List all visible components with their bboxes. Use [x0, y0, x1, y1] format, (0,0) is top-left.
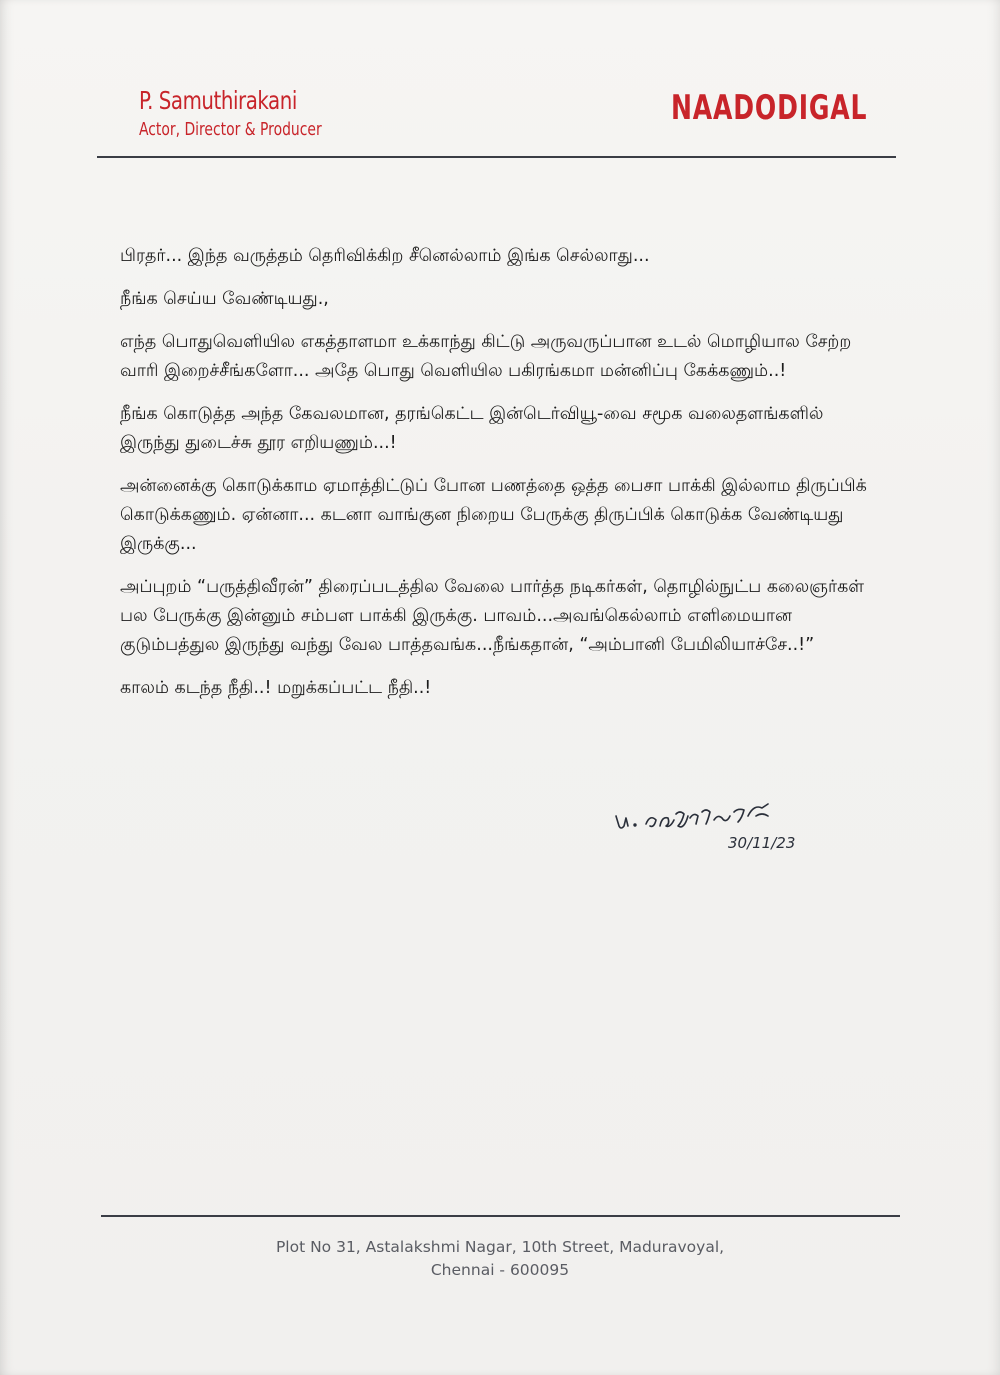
footer-divider	[101, 1215, 900, 1217]
paragraph-3: எந்த பொதுவெளியில எகத்தாளமா உக்காந்து கிட்டு அருவருப்பான உடல் மொழியால சேற்ற வாரி இறைச்சீங்களோ... அதே பொது வெளியில பகிரங்கமா மன்னிப்பு கேக்கணும்..!	[120, 332, 852, 381]
letter-body	[120, 242, 880, 717]
paragraph-1: பிரதர்... இந்த வருத்தம் தெரிவிக்கிற சீனெல்லாம் இங்க செல்லாது...	[120, 246, 650, 266]
letterhead-role: Actor, Director & Producer	[139, 119, 322, 140]
footer-address-line-1: Plot No 31, Astalakshmi Nagar, 10th Street, Maduravoyal,	[275, 1238, 725, 1256]
paragraph-4: நீங்க கொடுத்த அந்த கேவலமான, தரங்கெட்ட இன்டெர்வியூ-வை சமூக வலைதளங்களில் இருந்து துடைச்சு தூர எறியணும்...!	[120, 404, 824, 453]
handwritten-signature	[610, 790, 830, 860]
paragraph-2: நீங்க செய்ய வேண்டியது.,	[120, 289, 329, 309]
letterhead-brand: NAADODIGAL	[671, 88, 868, 128]
footer-address-line-2: Chennai - 600095	[430, 1261, 570, 1279]
paragraph-7: காலம் கடந்த நீதி..! மறுக்கப்பட்ட நீதி..!	[120, 678, 432, 698]
paragraph-6: அப்புறம் “பருத்திவீரன்” திரைப்படத்தில வேலை பார்த்த நடிகர்கள், தொழில்நுட்ப கலைஞர்கள் பல பேருக்கு இன்னும் சம்பள பாக்கி இருக்கு. பாவம்...அவங்கெல்லாம் எளிமையான குடும்பத்துல இருந்து வந்து வேல பாத்தவங்க...நீங்கதான், “அம்பானி பேமிலியாச்சே..!”	[120, 577, 865, 655]
signature-date: 30/11/23	[728, 834, 796, 852]
letterhead-name: P. Samuthirakani	[139, 86, 297, 115]
header-divider	[97, 156, 896, 158]
paragraph-5: அன்னைக்கு கொடுக்காம ஏமாத்திட்டுப் போன பணத்தை ஒத்த பைசா பாக்கி இல்லாம திருப்பிக் கொடுக்கணும். ஏன்னா... கடனா வாங்குன நிறைய பேருக்கு திருப்பிக் கொடுக்க வேண்டியது இருக்கு...	[120, 476, 867, 554]
